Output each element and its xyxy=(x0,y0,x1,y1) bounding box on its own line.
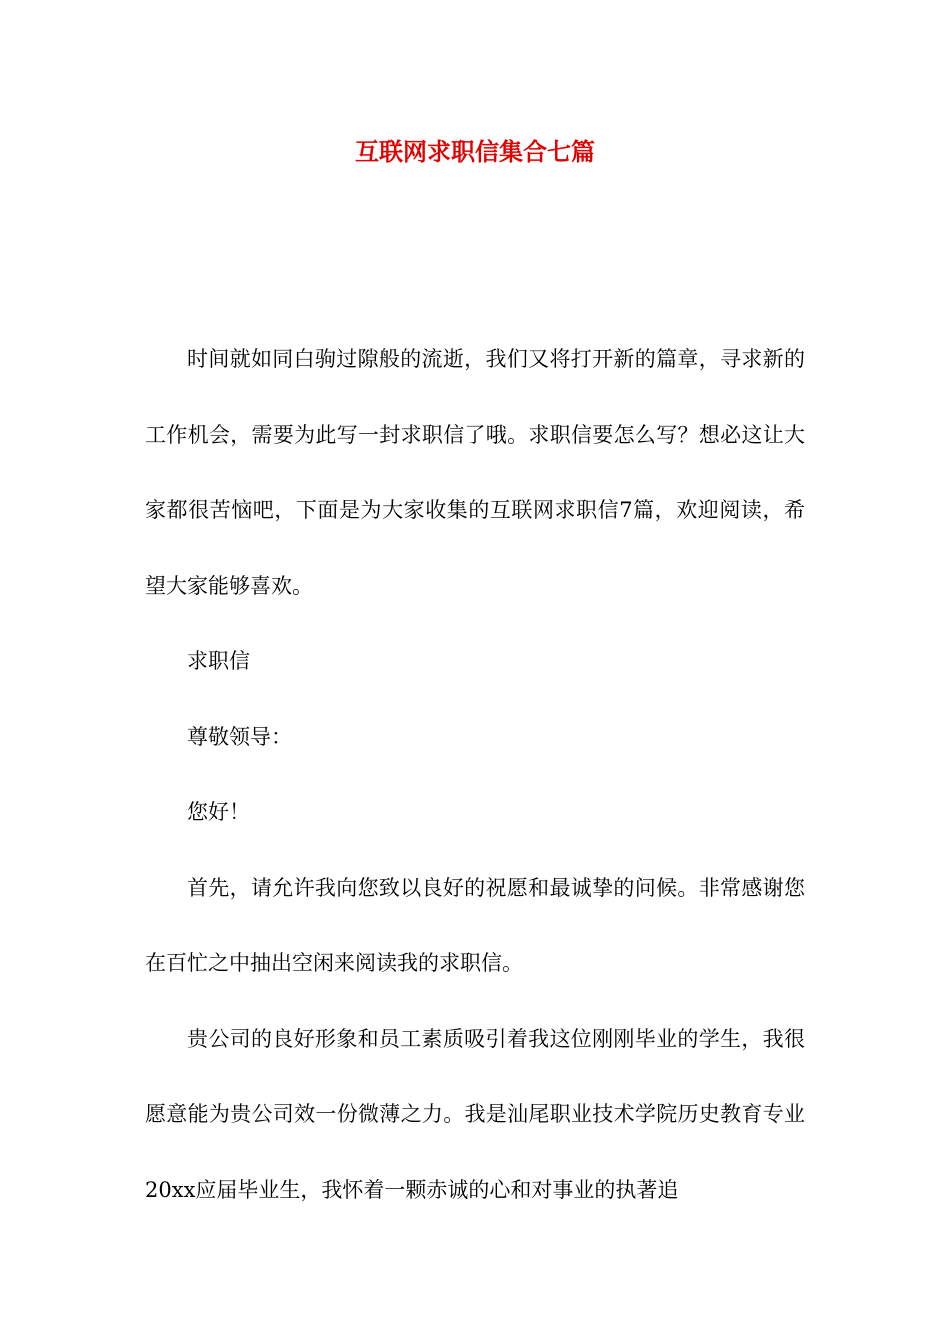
letter-salutation: 尊敬领导： xyxy=(187,724,292,749)
intro-paragraph: 时间就如同白驹过隙般的流逝，我们又将打开新的篇章，寻求新的工作机会，需要为此写一封求职信了哦。求职信要怎么写？想必这让大家都很苦恼吧，下面是为大家收集的互联网求职信7篇，欢迎阅读，希望大家能够喜欢。 xyxy=(145,347,805,598)
letter-paragraph: 首先，请允许我向您致以良好的祝愿和最诚挚的问候。非常感谢您在百忙之中抽出空闲来阅读我的求职信。 xyxy=(145,875,805,975)
document-body xyxy=(145,322,805,1228)
document-title: 互联网求职信集合七篇 xyxy=(355,137,595,166)
letter-heading: 求职信 xyxy=(187,649,250,673)
letter-paragraph: 贵公司的良好形象和员工素质吸引着我这位刚刚毕业的学生，我很愿意能为贵公司效一份微薄之力。我是汕尾职业技术学院历史教育专业20xx应届毕业生，我怀着一颗赤诚的心和对事业的执著追 xyxy=(145,1026,805,1202)
letter-greeting: 您好！ xyxy=(187,800,250,824)
